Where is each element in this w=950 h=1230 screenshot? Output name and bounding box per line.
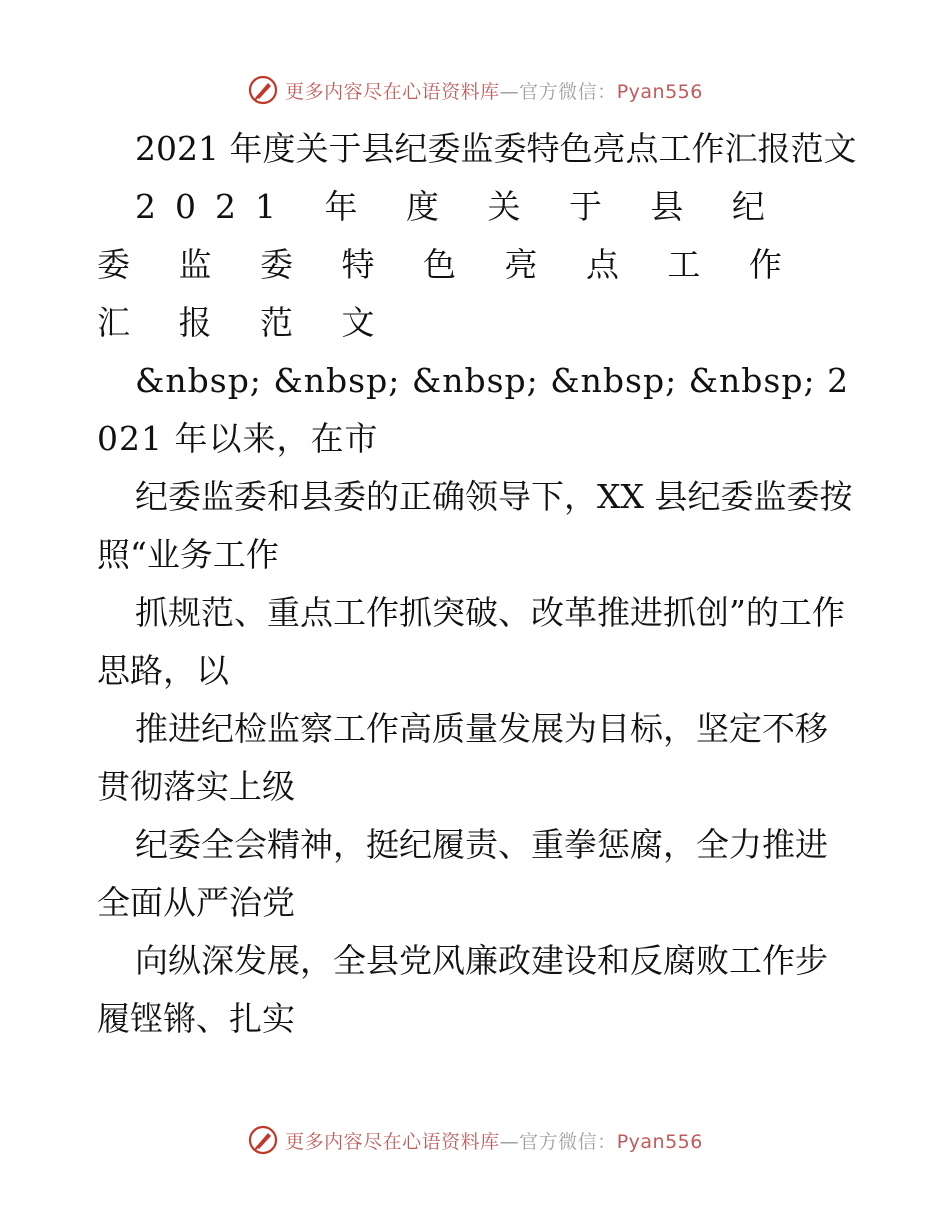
banner-wechat-label: 官方微信： <box>519 80 617 103</box>
paragraph: 抓规范、重点工作抓突破、改革推进抓创”的工作思路，以 <box>97 593 845 690</box>
paragraph: &nbsp; &nbsp; &nbsp; &nbsp; &nbsp; 2021 年以来，在市 <box>97 361 850 458</box>
banner-dash: — <box>499 1130 520 1153</box>
document-subtitle: 2021 年 度 关 于 县 纪 委 监 委 特 色 亮 点 工 作 汇 报 范 文 <box>97 187 801 342</box>
footer-banner <box>0 1120 950 1160</box>
banner-text <box>285 77 703 104</box>
banner-wechat-id: Pyan556 <box>616 80 703 103</box>
banner-main-text: 更多内容尽在心语资料库 <box>285 80 500 103</box>
document-body <box>97 120 857 1048</box>
paragraph: 向纵深发展，全县党风廉政建设和反腐败工作步履铿锵、扎实 <box>97 941 828 1038</box>
paragraph: 推进纪检监察工作高质量发展为目标，坚定不移贯彻落实上级 <box>97 709 828 806</box>
document-title: 2021 年度关于县纪委监委特色亮点工作汇报范文 <box>135 129 857 168</box>
banner-wechat-label: 官方微信： <box>519 1130 617 1153</box>
header-banner <box>0 70 950 110</box>
banner-main-text: 更多内容尽在心语资料库 <box>285 1130 500 1153</box>
quill-logo-icon <box>247 74 279 106</box>
banner-dash: — <box>499 80 520 103</box>
banner-wechat-id: Pyan556 <box>616 1130 703 1153</box>
paragraph: 纪委全会精神，挺纪履责、重拳惩腐，全力推进全面从严治党 <box>97 825 828 922</box>
banner-text <box>285 1127 703 1154</box>
paragraph: 纪委监委和县委的正确领导下，XX 县纪委监委按照“业务工作 <box>97 477 853 574</box>
quill-logo-icon <box>247 1124 279 1156</box>
